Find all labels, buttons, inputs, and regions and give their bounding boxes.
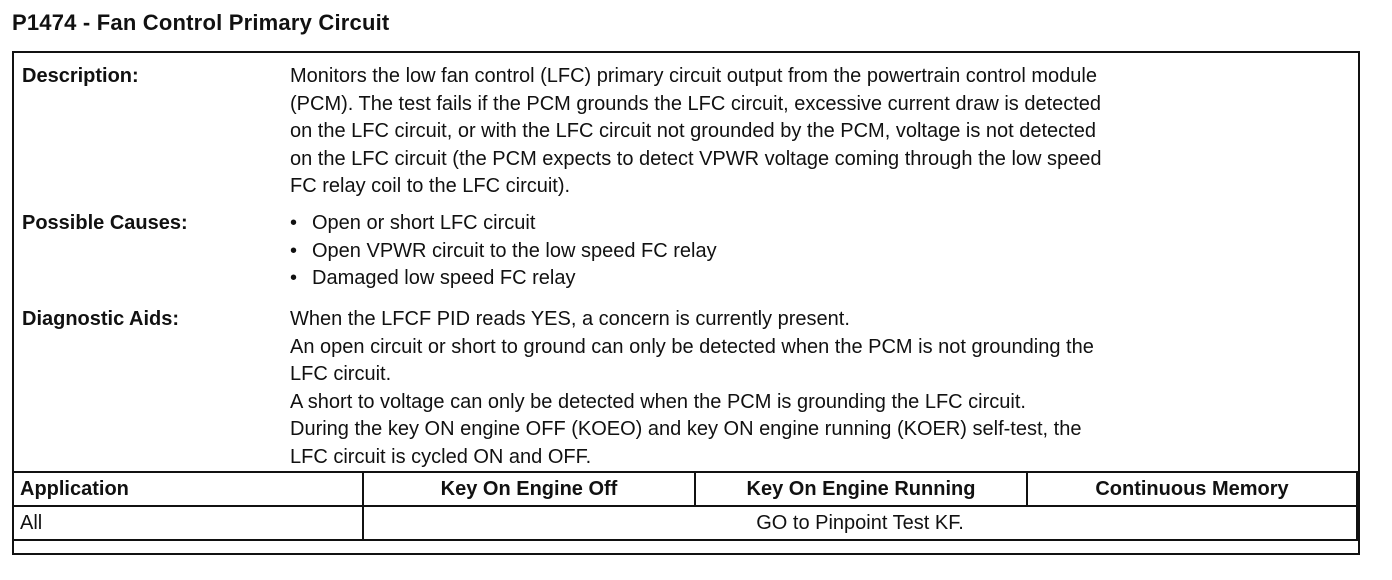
description-section: [22, 63, 1350, 200]
description-line: on the LFC circuit (the PCM expects to detect VPWR voltage coming through the low speed: [290, 147, 1102, 170]
diagnostic-aid-line: During the key ON engine OFF (KOEO) and key ON engine running (KOER) self-test, the: [290, 418, 1082, 440]
possible-cause-item: • Damaged low speed FC relay: [290, 265, 1350, 293]
description-line: (PCM). The test fails if the PCM grounds the LFC circuit, excessive current draw is detected: [290, 92, 1102, 115]
application-header: Application: [13, 472, 363, 506]
possible-cause-item: • Open or short LFC circuit: [290, 210, 1350, 238]
continuous-memory-header: Continuous Memory: [1027, 472, 1357, 506]
description-line: Monitors the low fan control (LFC) primary circuit output from the powertrain control module: [290, 65, 1097, 87]
diagnostic-aid-line: When the LFCF PID reads YES, a concern is currently present.: [290, 308, 850, 330]
pinpoint-test-cell: GO to Pinpoint Test KF.: [363, 506, 1357, 540]
possible-causes-label: Possible Causes:: [22, 212, 188, 234]
possible-cause-item: • Open VPWR circuit to the low speed FC relay: [290, 238, 1350, 266]
diagnostic-aid-line: LFC circuit is cycled ON and OFF.: [290, 445, 592, 468]
description-line: on the LFC circuit, or with the LFC circuit not grounded by the PCM, voltage is not detected: [290, 120, 1096, 142]
diagnostic-aids-text: [290, 306, 1350, 471]
table-header-row: [13, 472, 1357, 506]
application-table: [12, 471, 1358, 541]
diagnostic-aid-line: LFC circuit.: [290, 363, 392, 385]
possible-causes-list: [290, 210, 1350, 293]
diagnostic-aids-label: Diagnostic Aids:: [22, 308, 180, 330]
diagnostic-aid-line: A short to voltage can only be detected when the PCM is grounding the LFC circuit.: [290, 390, 1026, 413]
description-text: [290, 63, 1350, 201]
page-title: P1474 - Fan Control Primary Circuit: [12, 10, 390, 35]
koer-header: Key On Engine Running: [695, 472, 1027, 506]
table-row: [13, 506, 1357, 540]
dtc-info-frame: [12, 51, 1360, 555]
diagnostic-aids-section: [22, 306, 1350, 471]
possible-causes-section: [22, 210, 1350, 294]
description-line: FC relay coil to the LFC circuit).: [290, 175, 571, 197]
application-cell: All: [13, 506, 363, 540]
description-label: Description:: [22, 65, 139, 87]
koeo-header: Key On Engine Off: [363, 472, 695, 506]
diagnostic-aid-line: An open circuit or short to ground can only be detected when the PCM is not grounding the: [290, 335, 1094, 358]
